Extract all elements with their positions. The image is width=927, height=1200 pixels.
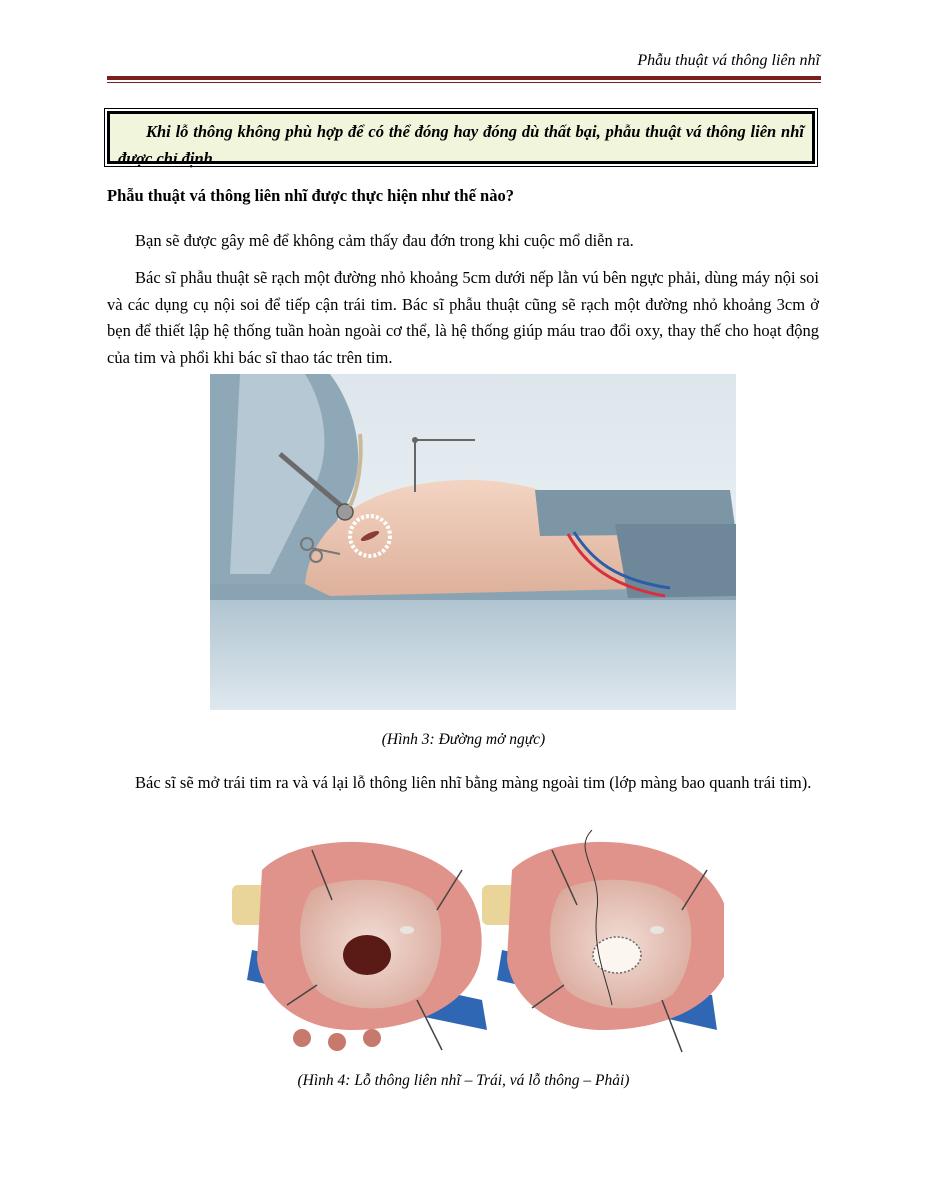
chest-incision-illustration — [210, 374, 736, 710]
paragraph-anesthesia: Bạn sẽ được gây mê để không cảm thấy đau đớn trong khi cuộc mổ diễn ra. — [135, 231, 634, 250]
heart-left-defect — [232, 842, 487, 1051]
header-rule-thin — [107, 82, 821, 83]
figure-3-caption: (Hình 3: Đường mở ngực) — [381, 731, 546, 748]
figure-heart-defect-and-patch — [232, 830, 724, 1058]
paragraph-repair: Bác sĩ sẽ mở trái tim ra và vá lại lỗ thông liên nhĩ bằng màng ngoài tim (lớp màng bao quanh trái tim). — [135, 773, 812, 792]
header-rule — [107, 76, 821, 80]
figure-4-caption: (Hình 4: Lỗ thông liên nhĩ – Trái, vá lỗ thông – Phải) — [297, 1072, 630, 1089]
heart-illustrations — [232, 830, 724, 1058]
heart-right-patched — [482, 830, 724, 1052]
figure-chest-incision — [210, 374, 736, 710]
section-heading: Phẫu thuật vá thông liên nhĩ được thực hiện như thế nào? — [107, 186, 514, 205]
page-header-title: Phẫu thuật vá thông liên nhĩ — [637, 52, 820, 69]
paragraph-incision: Bác sĩ phẫu thuật sẽ rạch một đường nhỏ khoảng 5cm dưới nếp lằn vú bên ngực phải, dùng máy nội soi và các dụng cụ nội soi để tiếp cận trái tim. Bác sĩ phẫu thuật cũng sẽ rạch một đường nhỏ khoảng 3cm ở bẹn để thiết lập hệ thống tuần hoàn ngoài cơ thể, là hệ thống giúp máu trao đổi oxy, thay thế cho hoạt động của tim và phổi khi bác sĩ thao tác trên tim. — [107, 268, 819, 367]
callout-text: Khi lỗ thông không phù hợp để có thể đóng hay đóng dù thất bại, phẫu thuật vá thông liên nhĩ được chỉ định. — [118, 122, 804, 168]
callout-box — [107, 111, 815, 168]
